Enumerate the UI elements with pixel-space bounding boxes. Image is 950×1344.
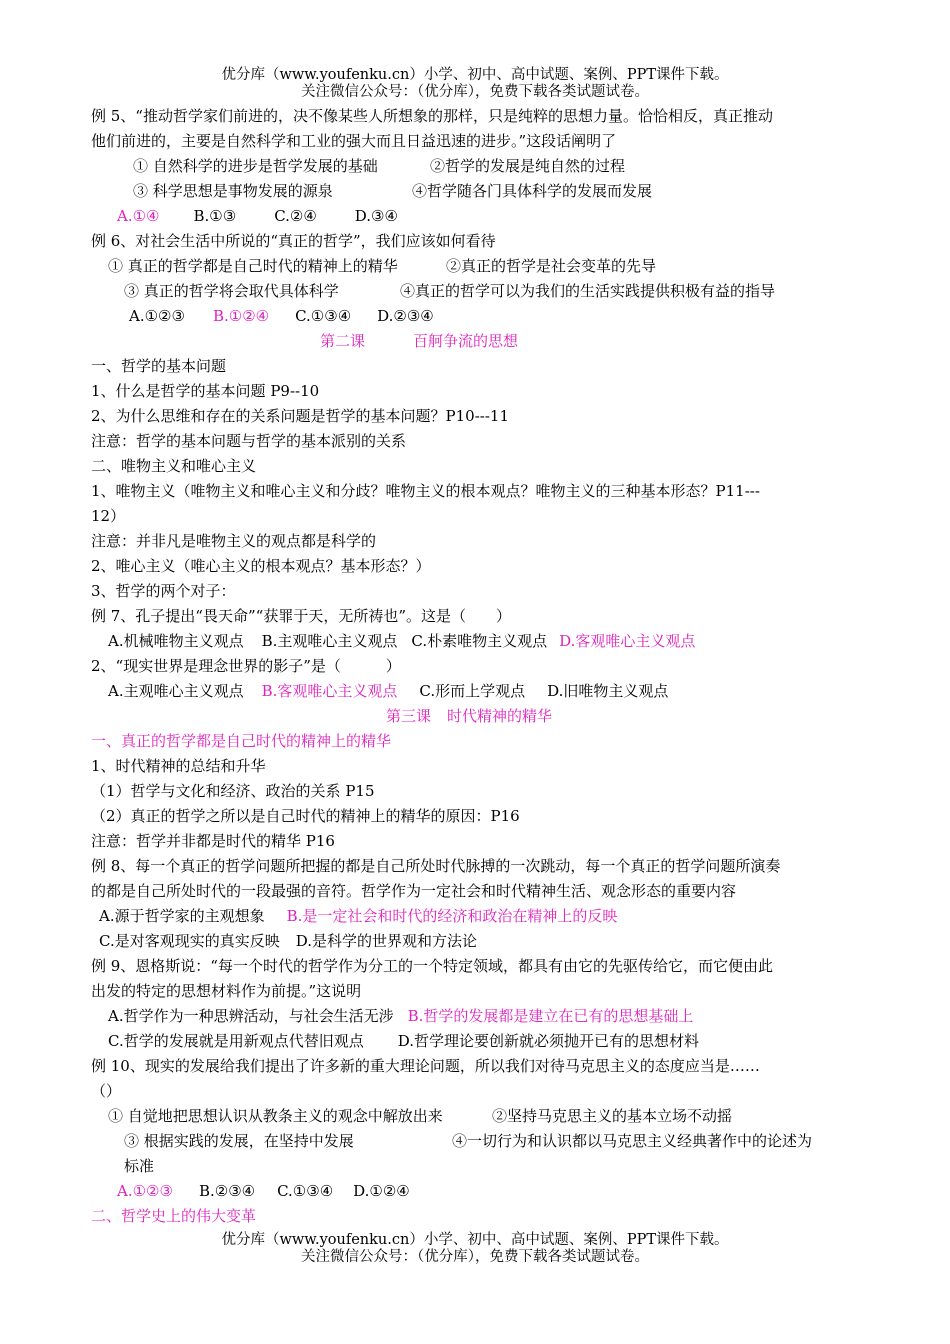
lesson3-section2: 二、哲学史上的伟大变革 [91, 1207, 257, 1225]
page-header-line1: 优分库（www.youfenku.cn）小学、初中、高中试题、案例、PPT课件下载。 [221, 67, 729, 83]
ex7-choice-a: A.机械唯物主义观点 [108, 632, 244, 650]
lesson3-title-name: 时代精神的精华 [447, 707, 553, 725]
ex6-option-2: ②真正的哲学是社会变革的先导 [446, 257, 657, 275]
ex8-choice-d: D.是科学的世界观和方法论 [295, 932, 477, 950]
ex7-choices [108, 631, 695, 651]
ex5-stem-line2: 他们前进的，主要是自然科学和工业的强大而且日益迅速的进步。”这段话阐明了 [91, 132, 617, 150]
ex7-choice-b: B.主观唯心主义观点 [261, 632, 398, 650]
q2-choice-c: C.形而上学观点 [419, 682, 526, 700]
lesson2-line7: 2、唯心主义（唯心主义的根本观点？基本形态？） [91, 557, 431, 575]
ex10-option-2: ②坚持马克思主义的基本立场不动摇 [492, 1107, 733, 1125]
ex10-stem-line2: （） [91, 1082, 122, 1100]
ex5-choice-c: C.②④ [274, 207, 317, 225]
ex5-choice-d: D.③④ [354, 207, 398, 225]
ex10-option-4-cont: 标准 [124, 1157, 155, 1175]
ex9-choice-c: C.哲学的发展就是用新观点代替旧观点 [108, 1032, 364, 1050]
ex10-choices [117, 1181, 410, 1201]
ex9-choices-row1 [108, 1006, 693, 1026]
ex9-choice-a: A.哲学作为一种思辨活动，与社会生活无涉 [108, 1007, 394, 1025]
ex5-choices [117, 206, 398, 226]
ex7-stem: 例 7、孔子提出“畏天命”“获罪于天，无所祷也”。这是（ ） [91, 607, 511, 625]
lesson3-section1: 一、真正的哲学都是自己时代的精神上的精华 [91, 732, 392, 750]
lesson3-line2: （1）哲学与文化和经济、政治的关系 P15 [91, 782, 375, 800]
ex8-stem-line2: 的都是自己所处时代的一段最强的音符。哲学作为一定社会和时代精神生活、观念形态的重要内容 [91, 882, 737, 900]
lesson2-line4: 1、唯物主义（唯物主义和唯心主义和分歧？唯物主义的根本观点？唯物主义的三种基本形态？P11--- [91, 482, 760, 500]
lesson3-line3: （2）真正的哲学之所以是自己时代的精神上的精华的原因：P16 [91, 807, 520, 825]
ex6-option-4: ④真正的哲学可以为我们的生活实践提供积极有益的指导 [400, 282, 776, 300]
ex10-choice-a: A.①②③ [117, 1182, 173, 1200]
q2-choice-a: A.主观唯心主义观点 [108, 682, 244, 700]
ex6-option-1: ① 真正的哲学都是自己时代的精神上的精华 [108, 257, 398, 275]
ex8-choice-c: C.是对客观现实的真实反映 [99, 932, 280, 950]
lesson2-line1: 1、什么是哲学的基本问题 P9--10 [91, 382, 320, 400]
ex9-choice-d: D.哲学理论要创新就必须抛开已有的思想材料 [397, 1032, 699, 1050]
ex6-choice-b: B.①②④ [212, 307, 270, 325]
ex9-stem-line1: 例 9、恩格斯说：“每一个时代的哲学作为分工的一个特定领域，都具有由它的先驱传给它，而它便由此 [91, 957, 773, 975]
ex8-choice-b: B.是一定社会和时代的经济和政治在精神上的反映 [286, 907, 618, 925]
ex9-choice-b: B.哲学的发展都是建立在已有的思想基础上 [407, 1007, 694, 1025]
ex10-choice-d: D.①②④ [353, 1182, 410, 1200]
ex5-choice-b: B.①③ [193, 207, 237, 225]
ex5-option-4: ④哲学随各门具体科学的发展而发展 [412, 182, 653, 200]
ex10-choice-c: C.①③④ [277, 1182, 334, 1200]
lesson2-title-number: 第二课 [320, 332, 366, 350]
q2-choice-b: B.客观唯心主义观点 [261, 682, 398, 700]
ex8-choice-a: A.源于哲学家的主观想象 [99, 907, 265, 925]
ex10-option-3: ③ 根据实践的发展，在坚持中发展 [124, 1132, 354, 1150]
ex9-stem-line2: 出发的特定的思想材料作为前提。”这说明 [91, 982, 362, 1000]
page-footer-line1: 优分库（www.youfenku.cn）小学、初中、高中试题、案例、PPT课件下载。 [221, 1232, 729, 1248]
ex5-option-1: ① 自然科学的进步是哲学发展的基础 [133, 157, 378, 175]
lesson3-line4: 注意：哲学并非都是时代的精华 P16 [91, 832, 335, 850]
ex5-option-2: ②哲学的发展是纯自然的过程 [430, 157, 626, 175]
ex6-stem: 例 6、对社会生活中所说的“真正的哲学”，我们应该如何看待 [91, 232, 496, 250]
lesson2-line3: 注意：哲学的基本问题与哲学的基本派别的关系 [91, 432, 407, 450]
ex6-option-3: ③ 真正的哲学将会取代具体科学 [124, 282, 339, 300]
ex8-choices-row1 [99, 906, 617, 926]
lesson2-section2: 二、唯物主义和唯心主义 [91, 457, 257, 475]
ex10-option-1: ① 自觉地把思想认识从教条主义的观念中解放出来 [108, 1107, 443, 1125]
page-header-line2: 关注微信公众号：（优分库），免费下载各类试题试卷。 [301, 84, 649, 100]
ex10-stem-line1: 例 10、现实的发展给我们提出了许多新的重大理论问题，所以我们对待马克思主义的态度应当是…… [91, 1057, 760, 1075]
ex5-option-3: ③ 科学思想是事物发展的源泉 [133, 182, 333, 200]
ex7-choice-d: D.客观唯心主义观点 [559, 632, 696, 650]
lesson2-section1: 一、哲学的基本问题 [91, 357, 227, 375]
ex6-choices [129, 306, 434, 326]
ex5-choice-a: A.①④ [117, 207, 160, 225]
q2-choice-d: D.旧唯物主义观点 [547, 682, 669, 700]
lesson3-line1: 1、时代精神的总结和升华 [91, 757, 266, 775]
ex8-stem-line1: 例 8、每一个真正的哲学问题所把握的都是自己所处时代脉搏的一次跳动，每一个真正的哲学问题所演奏 [91, 857, 781, 875]
ex6-choice-c: C.①③④ [295, 307, 352, 325]
ex8-choices-row2 [99, 931, 477, 951]
ex10-choice-b: B.②③④ [198, 1182, 256, 1200]
ex6-choice-d: D.②③④ [377, 307, 434, 325]
ex9-choices-row2 [108, 1031, 699, 1051]
lesson2-line5: 12） [91, 507, 126, 525]
q2-stem: 2、“现实世界是理念世界的影子”是（ ） [91, 657, 401, 675]
ex10-option-4: ④一切行为和认识都以马克思主义经典著作中的论述为 [452, 1132, 813, 1150]
page-footer-line2: 关注微信公众号：（优分库），免费下载各类试题试卷。 [301, 1249, 649, 1265]
lesson2-line2: 2、为什么思维和存在的关系问题是哲学的基本问题？P10---11 [91, 407, 510, 425]
lesson3-title-number: 第三课 [386, 707, 432, 725]
q2-choices [108, 681, 668, 701]
ex7-choice-c: C.朴素唯物主义观点 [411, 632, 548, 650]
lesson2-line6: 注意：并非凡是唯物主义的观点都是科学的 [91, 532, 377, 550]
lesson2-line8: 3、哲学的两个对子： [91, 582, 236, 600]
ex5-stem-line1: 例 5、“推动哲学家们前进的，决不像某些人所想象的那样，只是纯粹的思想力量。恰恰相反，真正推动 [91, 107, 773, 125]
ex6-choice-a: A.①②③ [129, 307, 185, 325]
lesson2-title-name: 百舸争流的思想 [413, 332, 519, 350]
